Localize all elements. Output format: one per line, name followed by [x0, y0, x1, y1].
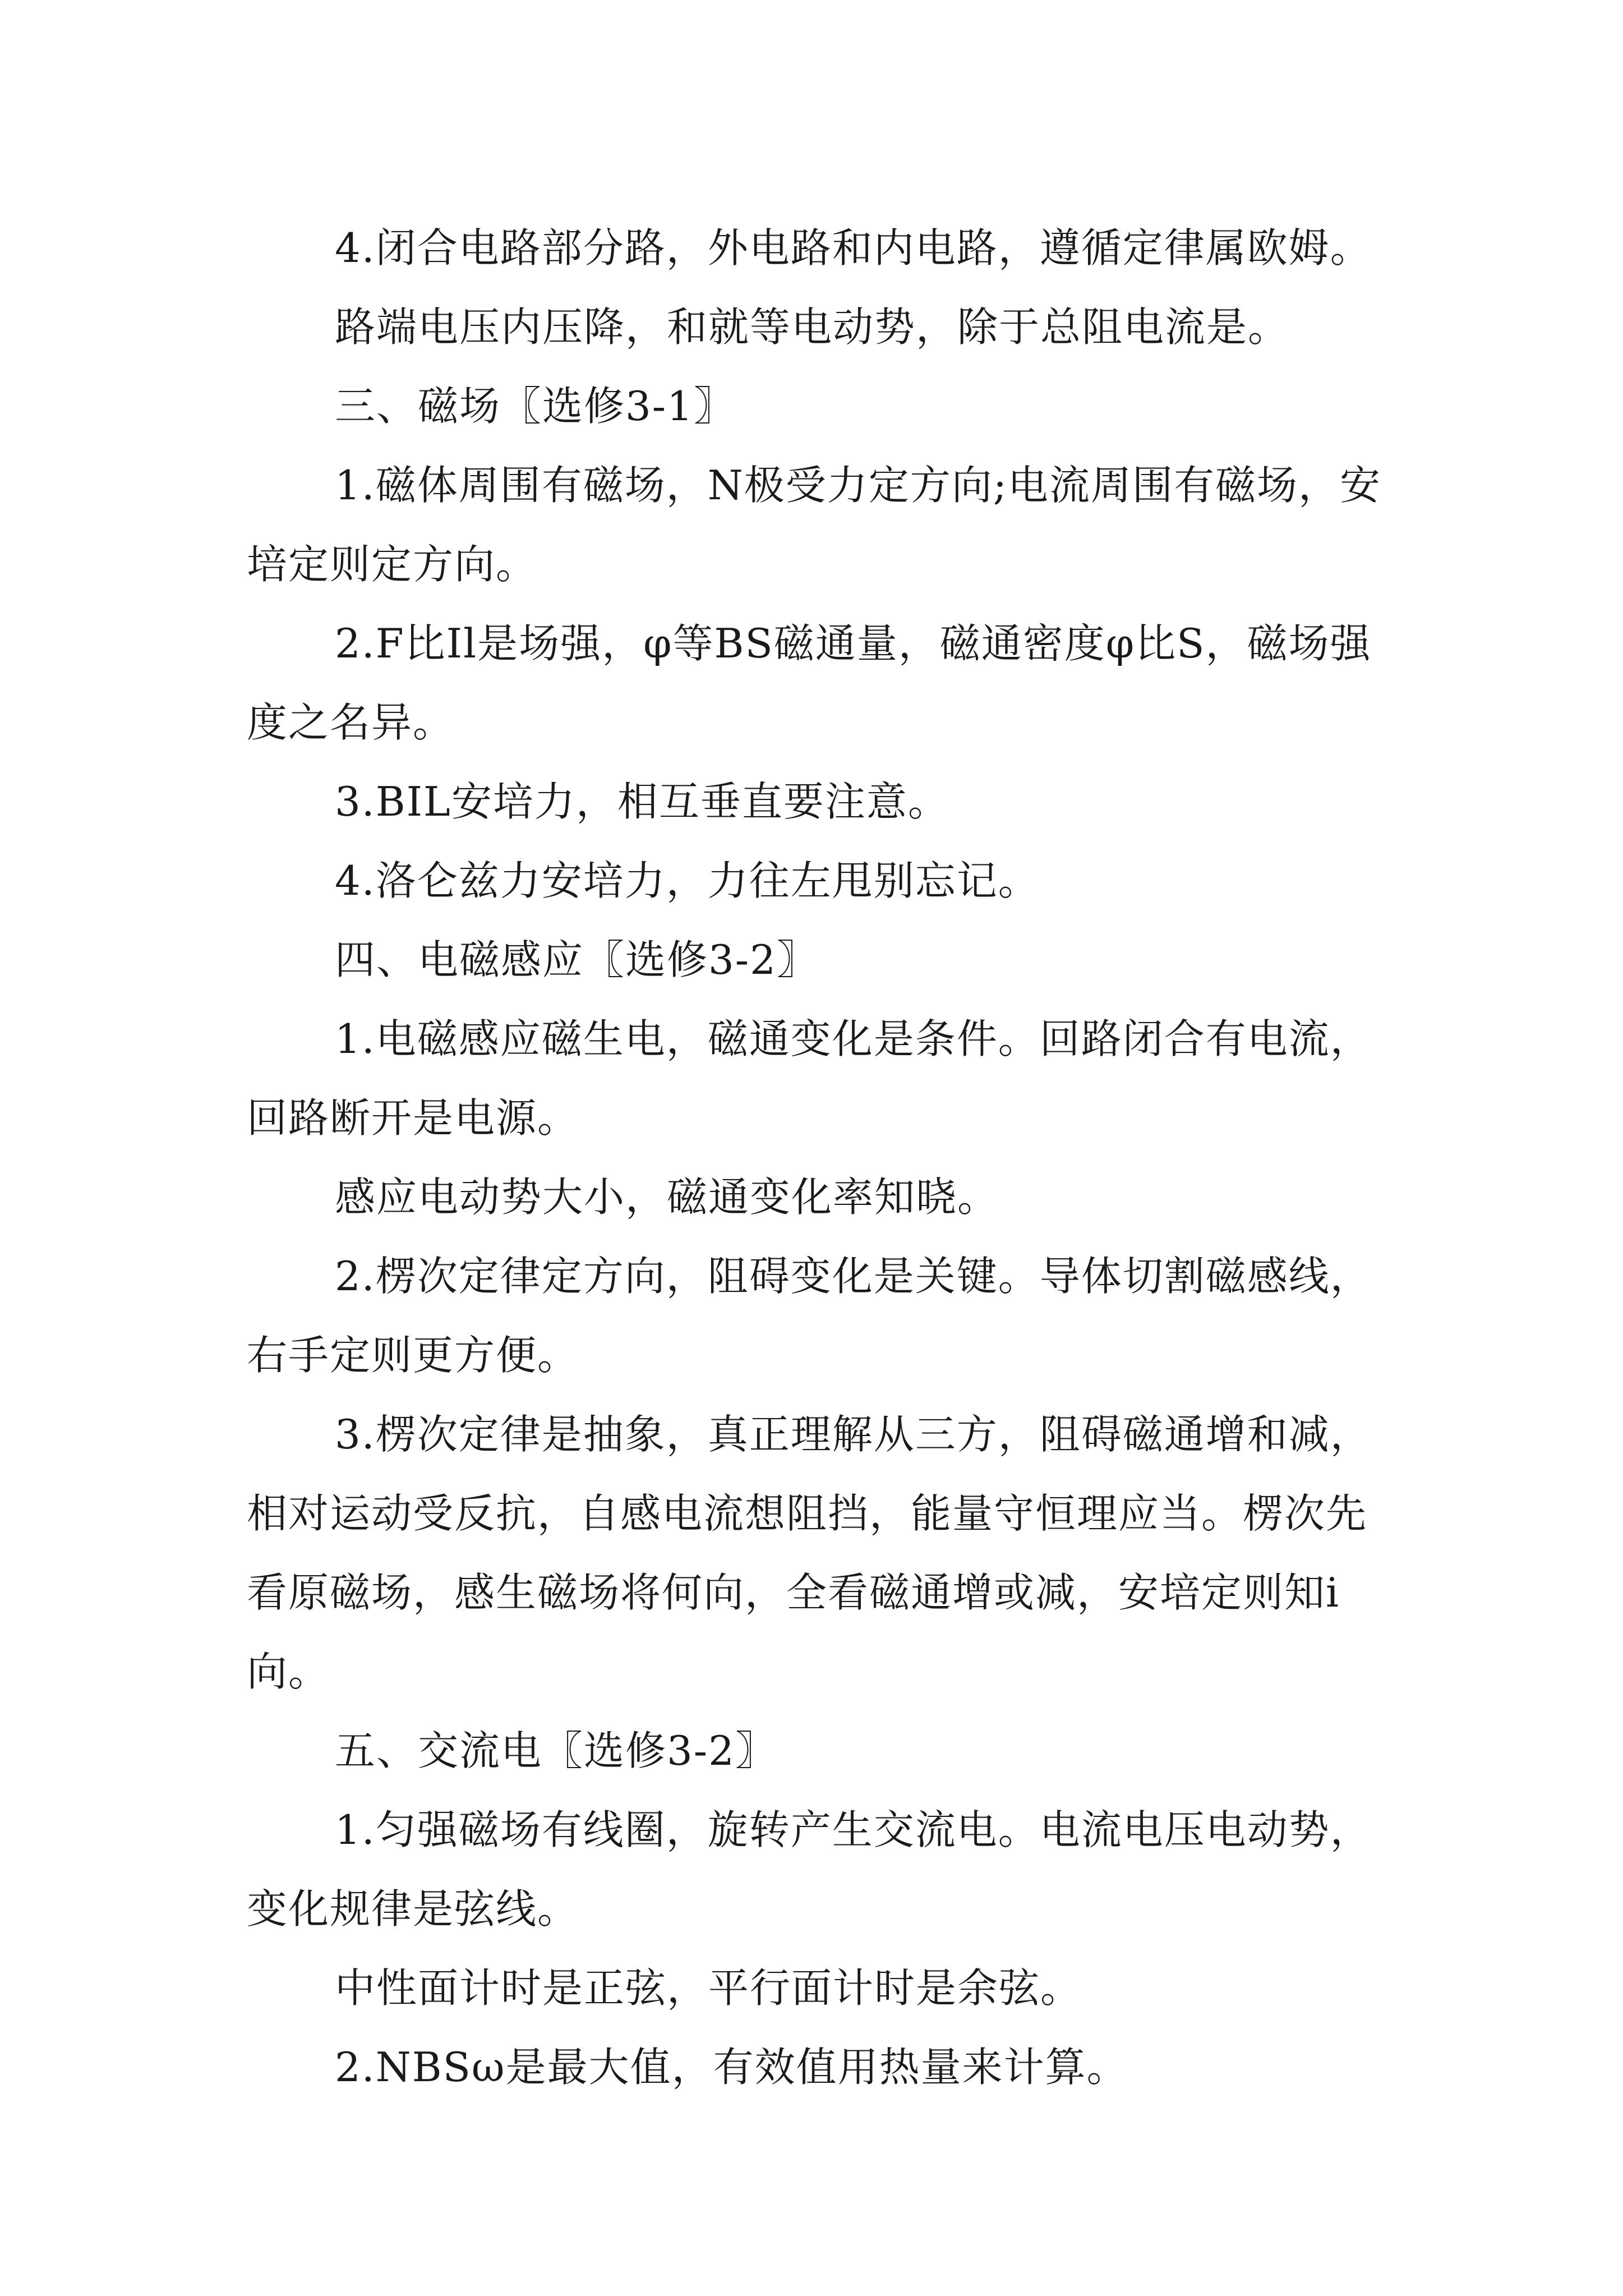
section-heading-alternating-current: 五、交流电〖选修3-2〗 — [335, 1727, 777, 1774]
section-heading-induction: 四、电磁感应〖选修3-2〗 — [335, 936, 818, 983]
paragraph-field-strength: 2.F比Il是场强，φ等BS磁通量，磁通密度φ比S，磁场强度之名异。 — [247, 620, 1372, 746]
paragraph-lenz-abstract: 3.楞次定律是抽象，真正理解从三方，阻碍磁通增和减，相对运动受反抗，自感电流想阻挡，能量守恒理应当。楞次先看原磁场，感生磁场将何向，全看磁通增或减，安培定则知i向。 — [247, 1411, 1372, 1695]
paragraph-closed-circuit: 4.闭合电路部分路，外电路和内电路，遵循定律属欧姆。 — [335, 224, 1372, 272]
paragraph-lorentz-force: 4.洛仑兹力安培力，力往左甩别忘记。 — [335, 857, 1040, 904]
paragraph-sine-cosine: 中性面计时是正弦，平行面计时是余弦。 — [335, 1964, 1082, 2012]
paragraph-induction-basics: 1.电磁感应磁生电，磁通变化是条件。回路闭合有电流，回路断开是电源。 — [247, 1015, 1372, 1142]
document-body — [247, 209, 1385, 2107]
paragraph-ampere-force: 3.BIL安培力，相互垂直要注意。 — [335, 778, 949, 825]
paragraph-magnet-field: 1.磁体周围有磁场，N极受力定方向;电流周围有磁场，安培定则定方向。 — [247, 462, 1381, 588]
paragraph-terminal-voltage: 路端电压内压降，和就等电动势，除于总阻电流是。 — [335, 303, 1290, 351]
paragraph-lenz-direction: 2.楞次定律定方向，阻碍变化是关键。导体切割磁感线，右手定则更方便。 — [247, 1253, 1372, 1379]
section-heading-magnetic-field: 三、磁场〖选修3-1〗 — [335, 383, 735, 430]
paragraph-induced-emf: 感应电动势大小，磁通变化率知晓。 — [335, 1174, 999, 1221]
paragraph-ac-generation: 1.匀强磁场有线圈，旋转产生交流电。电流电压电动势，变化规律是弦线。 — [247, 1806, 1372, 1932]
paragraph-max-effective: 2.NBSω是最大值，有效值用热量来计算。 — [335, 2044, 1128, 2091]
